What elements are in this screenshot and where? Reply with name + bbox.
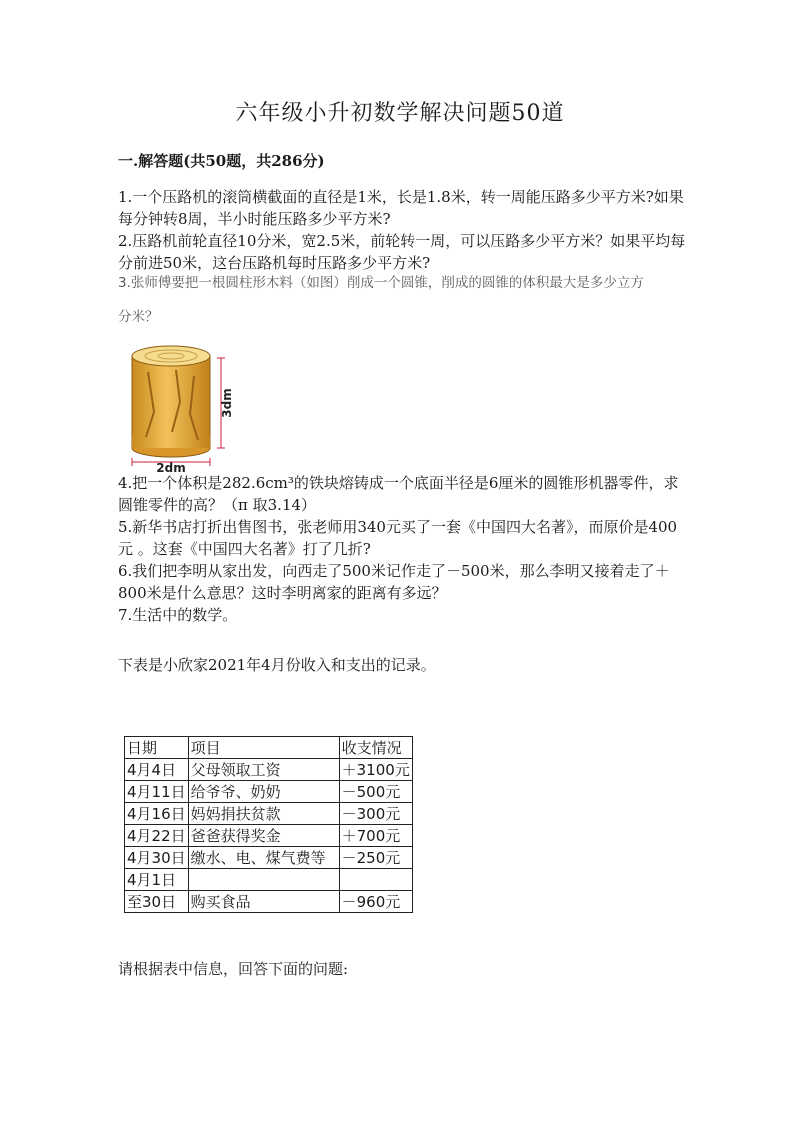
question-5: 5.新华书店打折出售图书，张老师用340元买了一套《中国四大名著》，而原价是400元 。这套《中国四大名著》打了几折? [118,518,678,558]
cylinder-log-figure [128,342,238,472]
height-label: 3dm [220,388,234,418]
question-4: 4.把一个体积是282.6cm³的铁块熔铸成一个底面半径是6厘米的圆锥形机器零件，求圆锥零件的高？（π 取3.14） [118,474,679,514]
question-6: 6.我们把李明从家出发，向西走了500米记作走了－500米，那么李明又接着走了＋800米是什么意思？这时李明离家的距离有多远？ [118,562,670,602]
question-1: 1.一个压路机的滚筒横截面的直径是1米，长是1.8米，转一周能压路多少平方米?如果每分钟转8周，半小时能压路多少平方米? [118,188,684,228]
width-label: 2dm [156,461,186,472]
cell-amount: ＋700元 [339,825,412,847]
cell-amount [339,869,412,891]
cell-amount: －500元 [339,781,412,803]
cell-item: 缴水、电、煤气费等 [188,847,339,869]
section-heading: 一.解答题(共50题，共286分) [118,152,325,170]
cell-date: 4月1日 [125,869,189,891]
cell-item [188,869,339,891]
table-row [125,869,413,891]
question-2: 2.压路机前轮直径10分米，宽2.5米，前轮转一周，可以压路多少平方米？如果平均每分前进50米，这台压路机每时压路多少平方米? [118,232,686,272]
record-table [124,736,413,913]
cell-amount: ＋3100元 [339,759,412,781]
cell-date: 4月11日 [125,781,189,803]
page-title: 六年级小升初数学解决问题50道 [235,101,565,126]
cell-amount: －250元 [339,847,412,869]
cell-date: 4月30日 [125,847,189,869]
table-row [125,803,413,825]
header-date: 日期 [125,737,189,759]
header-item: 项目 [188,737,339,759]
cell-item: 购买食品 [188,891,339,913]
cell-date: 4月16日 [125,803,189,825]
table-row [125,847,413,869]
cell-amount: －300元 [339,803,412,825]
cell-item: 给爷爷、奶奶 [188,781,339,803]
cell-item: 爸爸获得奖金 [188,825,339,847]
cell-date: 至30日 [125,891,189,913]
cell-amount: －960元 [339,891,412,913]
cell-date: 4月4日 [125,759,189,781]
closing-prompt: 请根据表中信息，回答下面的问题: [118,960,349,978]
table-header-row [125,737,413,759]
question-7: 7.生活中的数学。 [118,606,238,624]
cell-date: 4月22日 [125,825,189,847]
table-row [125,781,413,803]
cell-item: 妈妈捐扶贫款 [188,803,339,825]
table-row [125,891,413,913]
header-amount: 收支情况 [339,737,412,759]
table-row [125,825,413,847]
question-3-line-1: 3.张师傅要把一根圆柱形木料（如图）削成一个圆锥，削成的圆锥的体积最大是多少立方 [118,275,644,291]
table-row [125,759,413,781]
question-3-line-2: 分米？ [118,309,159,325]
cell-item: 父母领取工资 [188,759,339,781]
table-intro: 下表是小欣家2021年4月份收入和支出的记录。 [118,656,436,674]
